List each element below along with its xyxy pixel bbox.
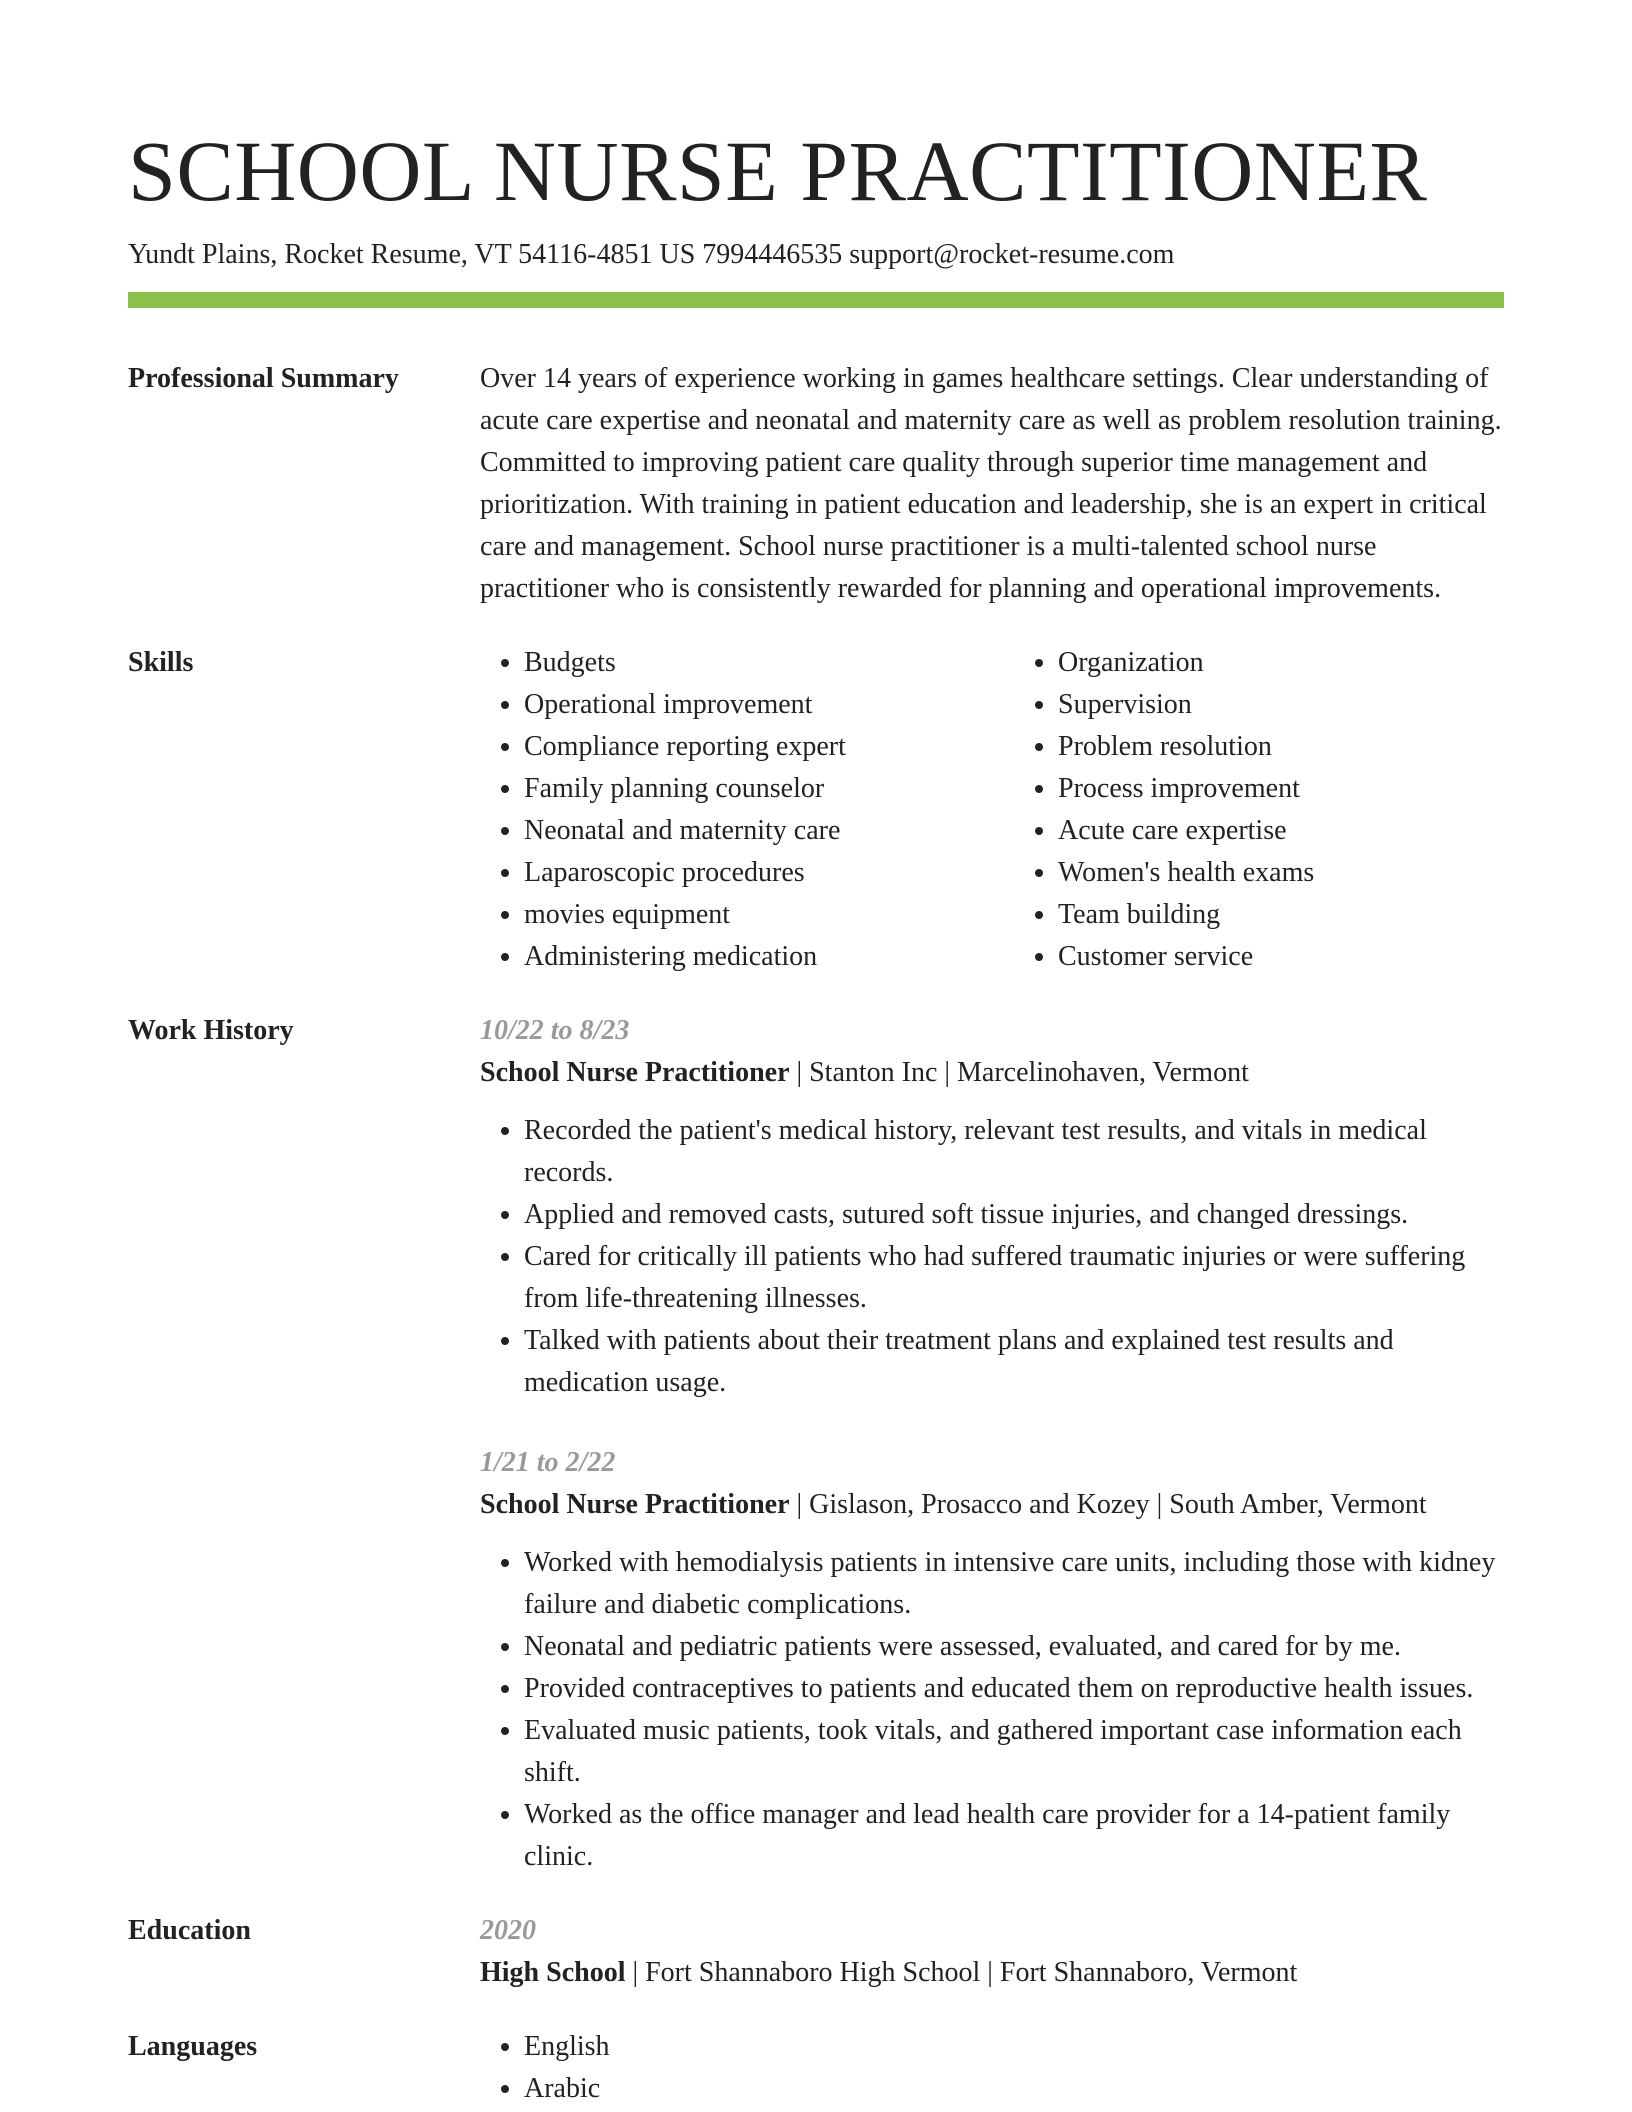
skill-item: • Acute care expertise (1058, 810, 1504, 852)
skill-item: • Problem resolution (1058, 726, 1504, 768)
contact-phone: 7994446535 (702, 239, 843, 270)
languages-section (128, 2026, 1504, 2110)
skill-item: • Women's health exams (1058, 852, 1504, 894)
education-date: 2020 (480, 1915, 536, 1946)
resume-page (128, 0, 1504, 2110)
job-bullet: • Provided contraceptives to patients and educated them on reproductive health issues. (524, 1668, 1504, 1710)
job-details: | Gislason, Prosacco and Kozey | South Amber, Vermont (789, 1489, 1427, 1520)
header-divider (128, 292, 1504, 308)
skill-item: • Organization (1058, 642, 1504, 684)
job-dates: 10/22 to 8/23 (480, 1015, 630, 1046)
job-bullet: • Evaluated music patients, took vitals, and gathered important case information each shift. (524, 1710, 1504, 1794)
job-details: | Stanton Inc | Marcelinohaven, Vermont (789, 1057, 1249, 1088)
language-item: • English (524, 2026, 1504, 2068)
skill-item: • Neonatal and maternity care (524, 810, 970, 852)
skill-item: • Supervision (1058, 684, 1504, 726)
resume-title: SCHOOL NURSE PRACTITIONER (128, 123, 1428, 219)
skill-item: • Administering medication (524, 936, 970, 978)
job-bullet: • Cared for critically ill patients who had suffered traumatic injuries or were suffering from life-threatening illnesses. (524, 1236, 1504, 1320)
education-heading (480, 1952, 1504, 1994)
skills-column-1 (480, 642, 970, 978)
languages-list (480, 2026, 1504, 2110)
skill-item: • Laparoscopic procedures (524, 852, 970, 894)
skill-item: • Team building (1058, 894, 1504, 936)
language-item: • Arabic (524, 2068, 1504, 2110)
job-bullet: • Recorded the patient's medical history, relevant test results, and vitals in medical records. (524, 1110, 1504, 1194)
job-heading (480, 1052, 1504, 1094)
work-history-section (128, 1010, 1504, 1878)
job-entry (480, 1442, 1504, 1878)
skills-column-2 (1014, 642, 1504, 978)
job-dates: 1/21 to 2/22 (480, 1447, 616, 1478)
job-bullets (480, 1542, 1504, 1878)
skill-item: • Budgets (524, 642, 970, 684)
education-details: | Fort Shannaboro High School | Fort Shannaboro, Vermont (625, 1957, 1298, 1988)
section-title: Languages (128, 2031, 258, 2062)
contact-line (128, 238, 1504, 272)
summary-text: Over 14 years of experience working in games healthcare settings. Clear understanding of acute care expertise and neonatal and maternity care as well as problem resolution training. Committed to improving patient care quality through superior time management and prioritization. With training in patient education and leadership, she is an expert in critical care and management. School nurse practitioner is a multi-talented school nurse practitioner who is consistently rewarded for planning and operational improvements. (480, 363, 1502, 604)
section-title: Skills (128, 647, 194, 678)
job-bullet: • Neonatal and pediatric patients were assessed, evaluated, and cared for by me. (524, 1626, 1504, 1668)
skill-item: • Family planning counselor (524, 768, 970, 810)
skill-item: • Customer service (1058, 936, 1504, 978)
section-title: Work History (128, 1015, 294, 1046)
section-title: Education (128, 1915, 251, 1946)
skill-item: • Operational improvement (524, 684, 970, 726)
skill-item: • Process improvement (1058, 768, 1504, 810)
job-bullet: • Worked with hemodialysis patients in intensive care units, including those with kidney failure and diabetic complications. (524, 1542, 1504, 1626)
contact-address: Yundt Plains, Rocket Resume, VT 54116-4851 US (128, 239, 696, 270)
skills-section (128, 642, 1504, 978)
section-title: Professional Summary (128, 363, 399, 394)
education-degree: High School (480, 1957, 626, 1988)
job-role: School Nurse Practitioner (480, 1057, 790, 1088)
job-role: School Nurse Practitioner (480, 1489, 790, 1520)
job-bullets (480, 1110, 1504, 1404)
job-entry (480, 1010, 1504, 1404)
professional-summary-section (128, 358, 1504, 610)
contact-email: support@rocket-resume.com (849, 239, 1175, 270)
education-section (128, 1910, 1504, 1994)
job-bullet: • Worked as the office manager and lead health care provider for a 14-patient family clinic. (524, 1794, 1504, 1878)
job-heading (480, 1484, 1504, 1526)
skill-item: • Compliance reporting expert (524, 726, 970, 768)
skill-item: • movies equipment (524, 894, 970, 936)
job-bullet: • Applied and removed casts, sutured soft tissue injuries, and changed dressings. (524, 1194, 1504, 1236)
job-bullet: • Talked with patients about their treatment plans and explained test results and medication usage. (524, 1320, 1504, 1404)
